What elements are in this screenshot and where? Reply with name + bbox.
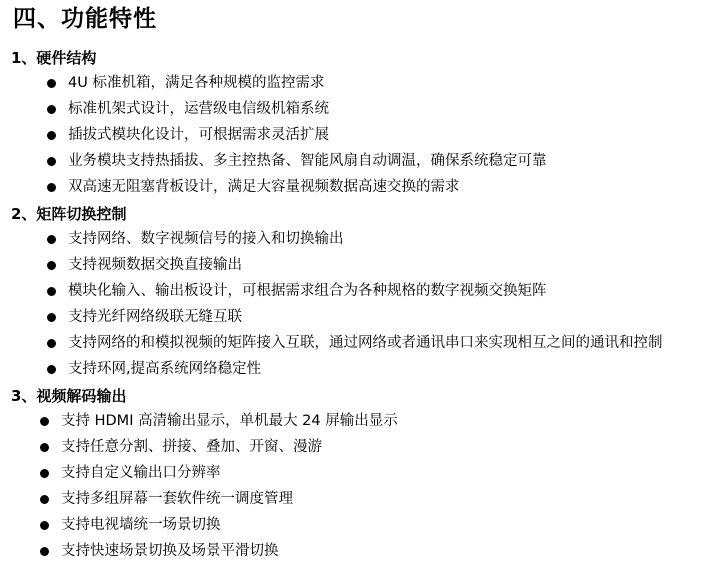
- list-item: 支持多组屏幕一套软件统一调度管理: [61, 491, 293, 507]
- bullet-icon: [47, 313, 56, 322]
- bullet-icon: [47, 287, 56, 296]
- bullet-icon: [47, 157, 56, 166]
- list-item: 支持网络的和模拟视频的矩阵接入互联，通过网络或者通讯串口来实现相互之间的通讯和控制: [68, 335, 663, 351]
- page-title: 四、功能特性: [13, 6, 157, 32]
- bullet-icon: [40, 495, 49, 504]
- bullet-icon: [40, 443, 49, 452]
- list-item: 支持任意分割、拼接、叠加、开窗、漫游: [61, 439, 322, 455]
- list-item: 支持电视墙统一场景切换: [61, 517, 221, 533]
- list-item: 支持网络、数字视频信号的接入和切换输出: [68, 231, 344, 247]
- list-item: 支持环网,提高系统网络稳定性: [68, 361, 262, 377]
- bullet-icon: [47, 365, 56, 374]
- bullet-icon: [47, 183, 56, 192]
- section-heading-video-decode: 3、视频解码输出: [11, 387, 127, 405]
- bullet-icon: [40, 417, 49, 426]
- bullet-icon: [40, 521, 49, 530]
- bullet-icon: [40, 469, 49, 478]
- list-item: 模块化输入、输出板设计，可根据需求组合为各种规格的数字视频交换矩阵: [68, 283, 547, 299]
- bullet-icon: [47, 339, 56, 348]
- list-item: 4U 标准机箱，满足各种规模的监控需求: [68, 75, 325, 91]
- list-item: 支持 HDMI 高清输出显示，单机最大 24 屏输出显示: [61, 413, 398, 429]
- list-item: 支持视频数据交换直接输出: [68, 257, 242, 273]
- list-item: 双高速无阻塞背板设计，满足大容量视频数据高速交换的需求: [68, 179, 460, 195]
- list-item: 标准机架式设计，运营级电信级机箱系统: [68, 101, 329, 117]
- bullet-icon: [47, 105, 56, 114]
- bullet-icon: [40, 547, 49, 556]
- list-item: 支持自定义输出口分辨率: [61, 465, 221, 481]
- bullet-icon: [47, 261, 56, 270]
- bullet-icon: [47, 79, 56, 88]
- bullet-icon: [47, 131, 56, 140]
- section-heading-hardware: 1、硬件结构: [11, 49, 97, 67]
- list-item: 插拔式模块化设计，可根据需求灵活扩展: [68, 127, 329, 143]
- list-item: 业务模块支持热插拔、多主控热备、智能风扇自动调温，确保系统稳定可靠: [68, 153, 547, 169]
- bullet-icon: [47, 235, 56, 244]
- list-item: 支持快速场景切换及场景平滑切换: [61, 543, 279, 559]
- list-item: 支持光纤网络级联无缝互联: [68, 309, 242, 325]
- section-heading-matrix: 2、矩阵切换控制: [11, 205, 127, 223]
